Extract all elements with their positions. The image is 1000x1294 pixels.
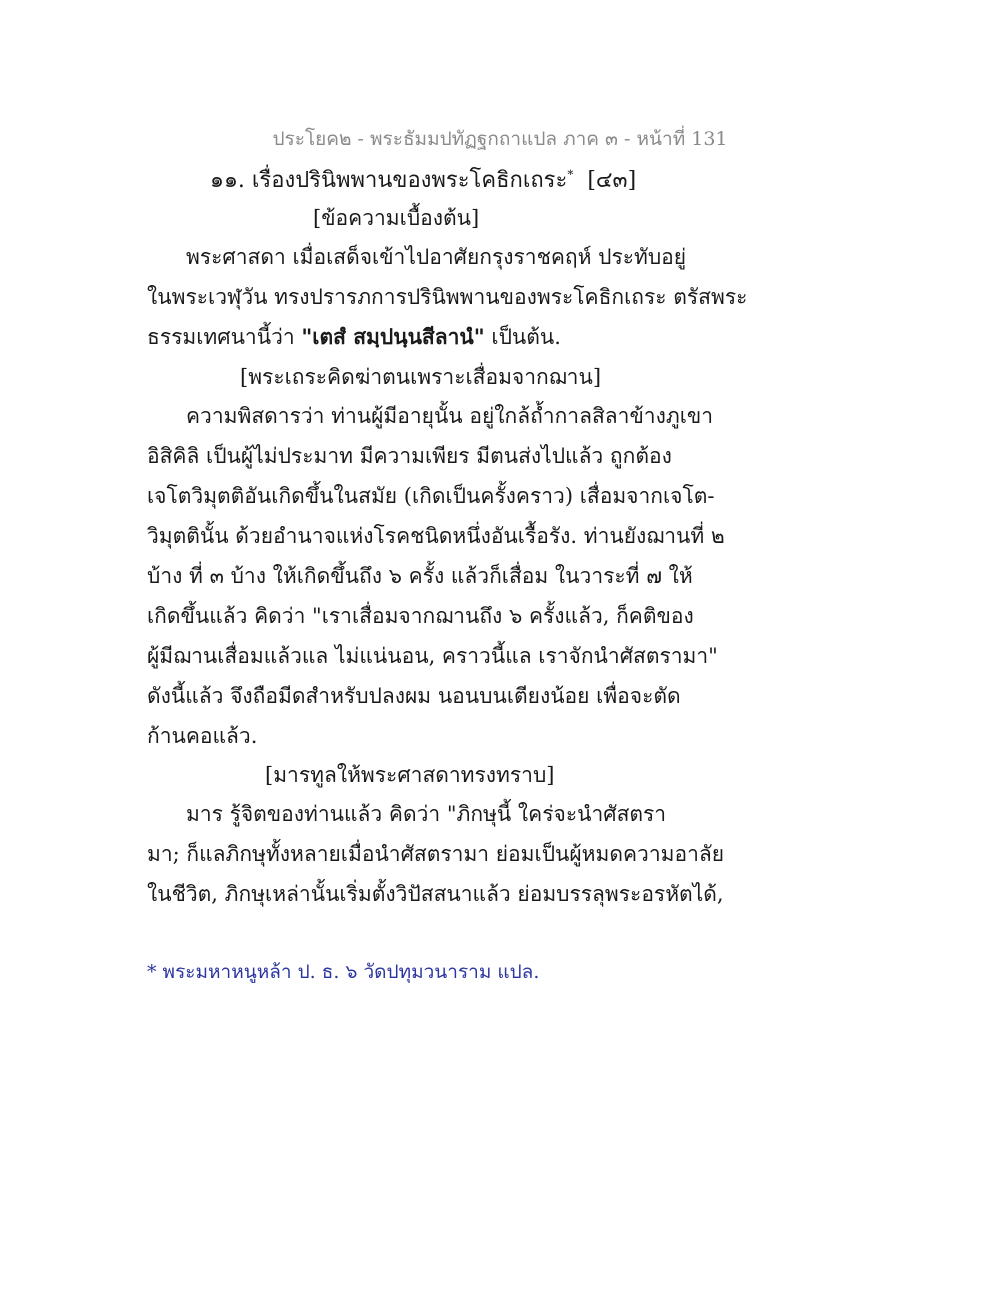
para3-line-3: ในชีวิต, ภิกษุเหล่านั้นเริ่มตั้งวิปัสสนาแล้ว ย่อมบรรลุพระอรหัตได้, xyxy=(147,882,724,906)
running-header xyxy=(0,124,1000,154)
story-number: [๔๓] xyxy=(587,168,637,193)
intro-line-1: พระศาสดา เมื่อเสด็จเข้าไปอาศัยกรุงราชคฤห์ ประทับอยู่ xyxy=(186,245,687,269)
story-title xyxy=(210,162,810,197)
footnote-mark: * xyxy=(567,167,574,182)
section-heading-3: [มารทูลให้พระศาสดาทรงทราบ] xyxy=(265,763,555,787)
section-heading-2: [พระเถระคิดฆ่าตนเพราะเสื่อมจากฌาน] xyxy=(240,365,602,389)
intro-line-3 xyxy=(147,321,561,354)
para2-line-9: ก้านคอแล้ว. xyxy=(147,724,258,748)
pali-verse-quote: "เตสํ สมฺปนฺนสีลานํ" xyxy=(301,324,485,349)
intro-line-3-pre: ธรรมเทศนานี้ว่า xyxy=(147,325,302,349)
para2-line-3: เจโตวิมุตติอันเกิดขึ้นในสมัย (เกิดเป็นครั้งคราว) เสื่อมจากเจโต- xyxy=(147,484,715,508)
para2-line-5: บ้าง ที่ ๓ บ้าง ให้เกิดขึ้นถึง ๖ ครั้ง แล้วก็เสื่อม ในวาระที่ ๗ ให้ xyxy=(147,564,693,588)
story-title-text: ๑๑. เรื่องปรินิพพานของพระโคธิกเถระ xyxy=(210,168,568,193)
intro-line-3-post: เป็นต้น. xyxy=(484,325,561,349)
para3-line-1: มาร รู้จิตของท่านแล้ว คิดว่า "ภิกษุนี้ ใคร่จะนำศัสตรา xyxy=(186,802,667,826)
intro-heading: [ข้อความเบื้องต้น] xyxy=(313,206,480,230)
para2-line-4: วิมุตตินั้น ด้วยอำนาจแห่งโรคชนิดหนึ่งอันเรื้อรัง. ท่านยังฌานที่ ๒ xyxy=(147,524,725,548)
para2-line-2: อิสิคิลิ เป็นผู้ไม่ประมาท มีความเพียร มีตนส่งไปแล้ว ถูกต้อง xyxy=(147,444,672,468)
intro-line-2: ในพระเวฬุวัน ทรงปรารภการปรินิพพานของพระโคธิกเถระ ตรัสพระ xyxy=(147,285,748,309)
para3-line-2: มา; ก็แลภิกษุทั้งหลายเมื่อนำศัสตรามา ย่อมเป็นผู้หมดความอาลัย xyxy=(147,842,725,866)
para2-line-1: ความพิสดารว่า ท่านผู้มีอายุนั้น อยู่ใกล้ถ้ำกาลสิลาข้างภูเขา xyxy=(186,404,714,428)
running-header-text: ประโยค๒ - พระธัมมปทัฏฐกถาแปล ภาค ๓ - หน้าที่ 131 xyxy=(272,128,728,150)
translator-footnote: * พระมหาหนูหล้า ป. ธ. ๖ วัดปทุมวนาราม แปล. xyxy=(147,961,540,983)
para2-line-8: ดังนี้แล้ว จึงถือมีดสำหรับปลงผม นอนบนเตียงน้อย เพื่อจะตัด xyxy=(147,684,681,708)
para2-line-7: ผู้มีฌานเสื่อมแล้วแล ไม่แน่นอน, คราวนี้แล เราจักนำศัสตรามา" xyxy=(147,644,718,668)
para2-line-6: เกิดขึ้นแล้ว คิดว่า "เราเสื่อมจากฌานถึง ๖ ครั้งแล้ว, ก็คติของ xyxy=(147,604,694,628)
